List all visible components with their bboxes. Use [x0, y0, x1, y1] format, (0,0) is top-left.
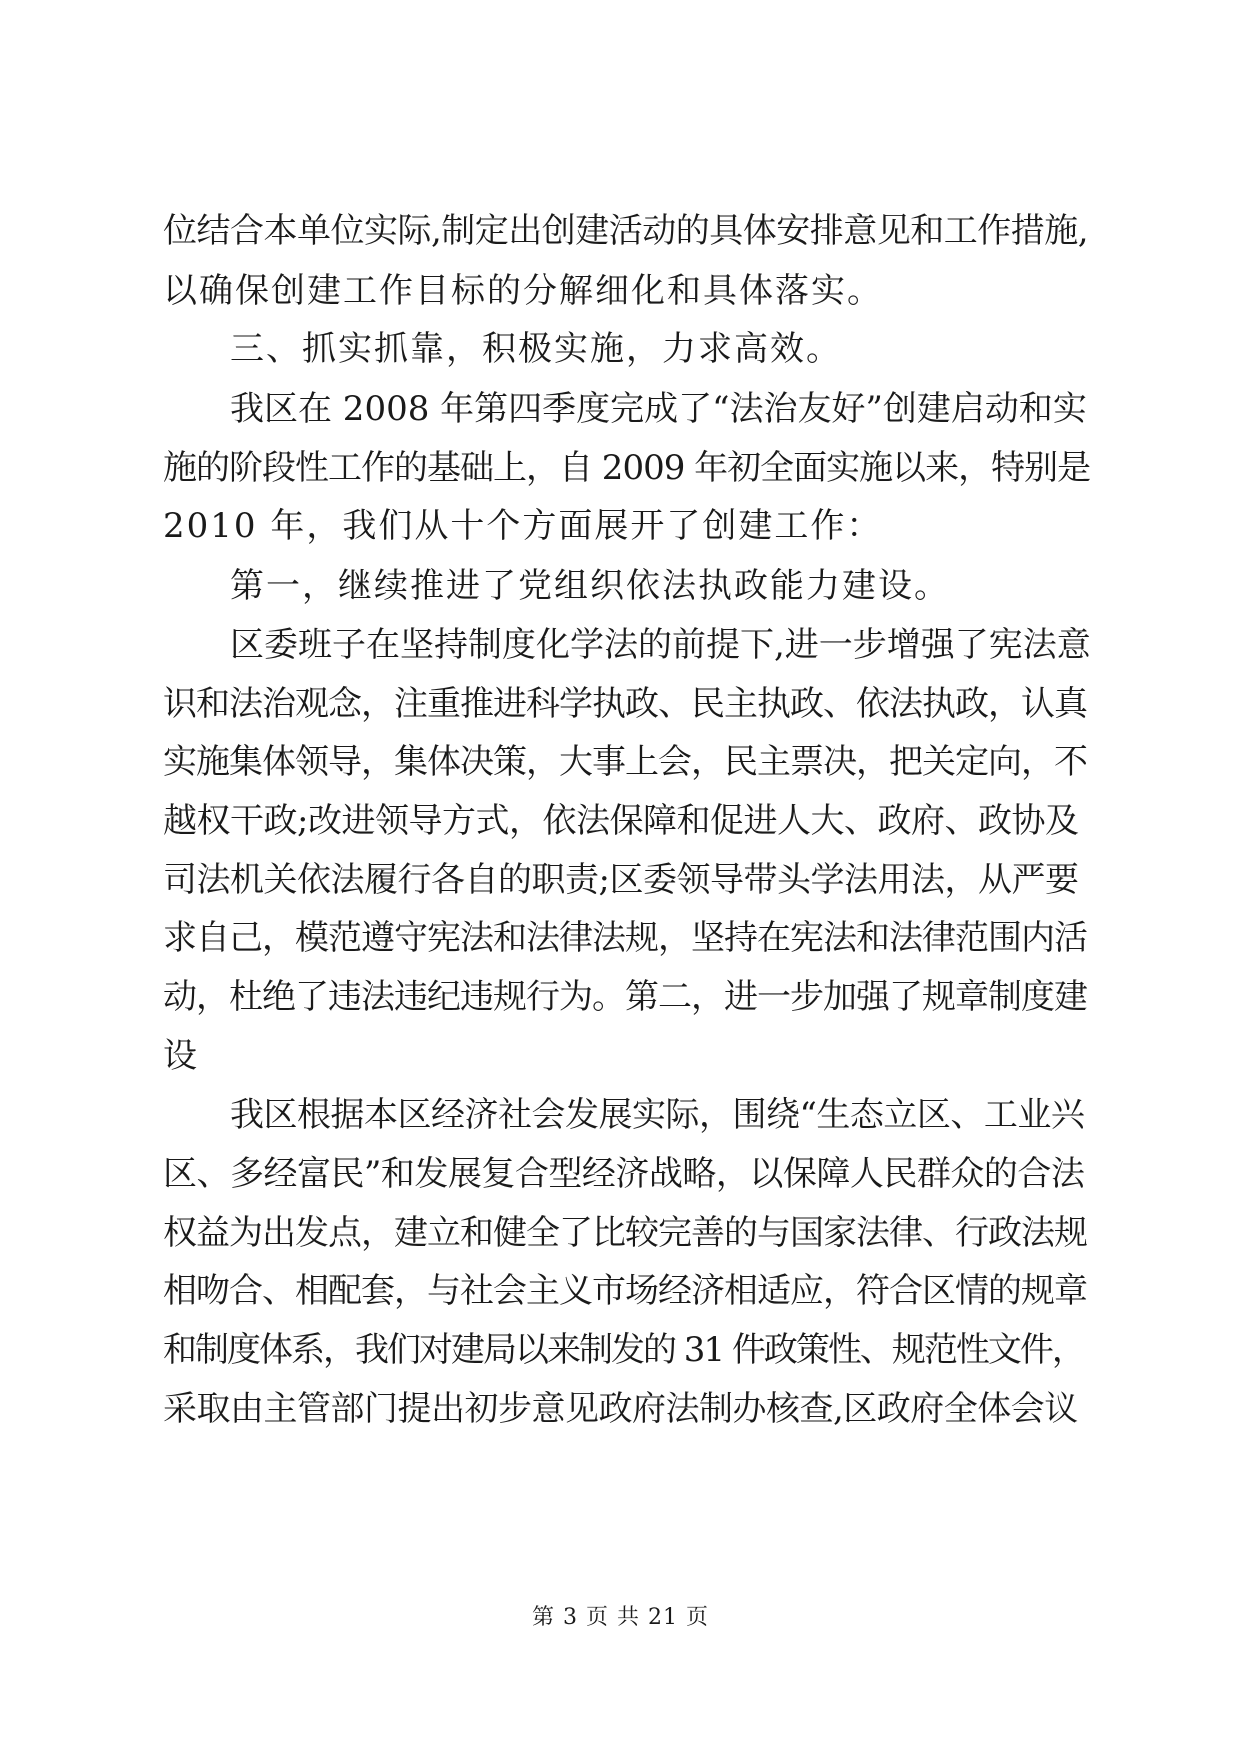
text-line: 司法机关依法履行各自的职责;区委领导带头学法用法，从严要	[163, 860, 1079, 900]
text-line: 相吻合、相配套，与社会主义市场经济相适应，符合区情的规章	[163, 1271, 1087, 1311]
text-line: 位结合本单位实际,制定出创建活动的具体安排意见和工作措施,	[163, 211, 1089, 251]
text-line: 实施集体领导，集体决策，大事上会，民主票决，把关定向，不	[163, 742, 1087, 782]
text-line: 权益为出发点，建立和健全了比较完善的与国家法律、行政法规	[163, 1213, 1087, 1253]
text-line: 以确保创建工作目标的分解细化和具体落实。	[163, 271, 883, 311]
text-line: 和制度体系，我们对建局以来制发的 31 件政策性、规范性文件，	[163, 1330, 1084, 1370]
text-line: 我区根据本区经济社会发展实际，围绕“生态立区、工业兴	[230, 1095, 1085, 1135]
text-line: 求自己，模范遵守宪法和法律法规，坚持在宪法和法律范围内活	[163, 918, 1087, 958]
text-line: 区委班子在坚持制度化学法的前提下,进一步增强了宪法意	[230, 625, 1091, 665]
subsection-heading: 第一，继续推进了党组织依法执政能力建设。	[230, 566, 950, 606]
text-line: 区、多经富民”和发展复合型经济战略，以保障人民群众的合法	[163, 1154, 1085, 1194]
text-line: 采取由主管部门提出初步意见政府法制办核查,区政府全体会议	[163, 1389, 1078, 1429]
text-line: 动，杜绝了违法违纪违规行为。第二，进一步加强了规章制度建	[163, 977, 1087, 1017]
section-heading: 三、抓实抓靠，积极实施，力求高效。	[230, 329, 842, 369]
text-line: 识和法治观念，注重推进科学执政、民主执政、依法执政，认真	[163, 684, 1087, 724]
text-line: 设	[163, 1036, 199, 1076]
text-line: 越权干政;改进领导方式，依法保障和促进人大、政府、政协及	[163, 801, 1079, 841]
text-line: 我区在 2008 年第四季度完成了“法治友好”创建启动和实	[230, 389, 1087, 429]
page-number-footer: 第 3 页 共 21 页	[532, 1605, 709, 1630]
text-line: 2010 年，我们从十个方面展开了创建工作：	[163, 506, 883, 546]
text-line: 施的阶段性工作的基础上，自 2009 年初全面实施以来，特别是	[163, 448, 1091, 488]
